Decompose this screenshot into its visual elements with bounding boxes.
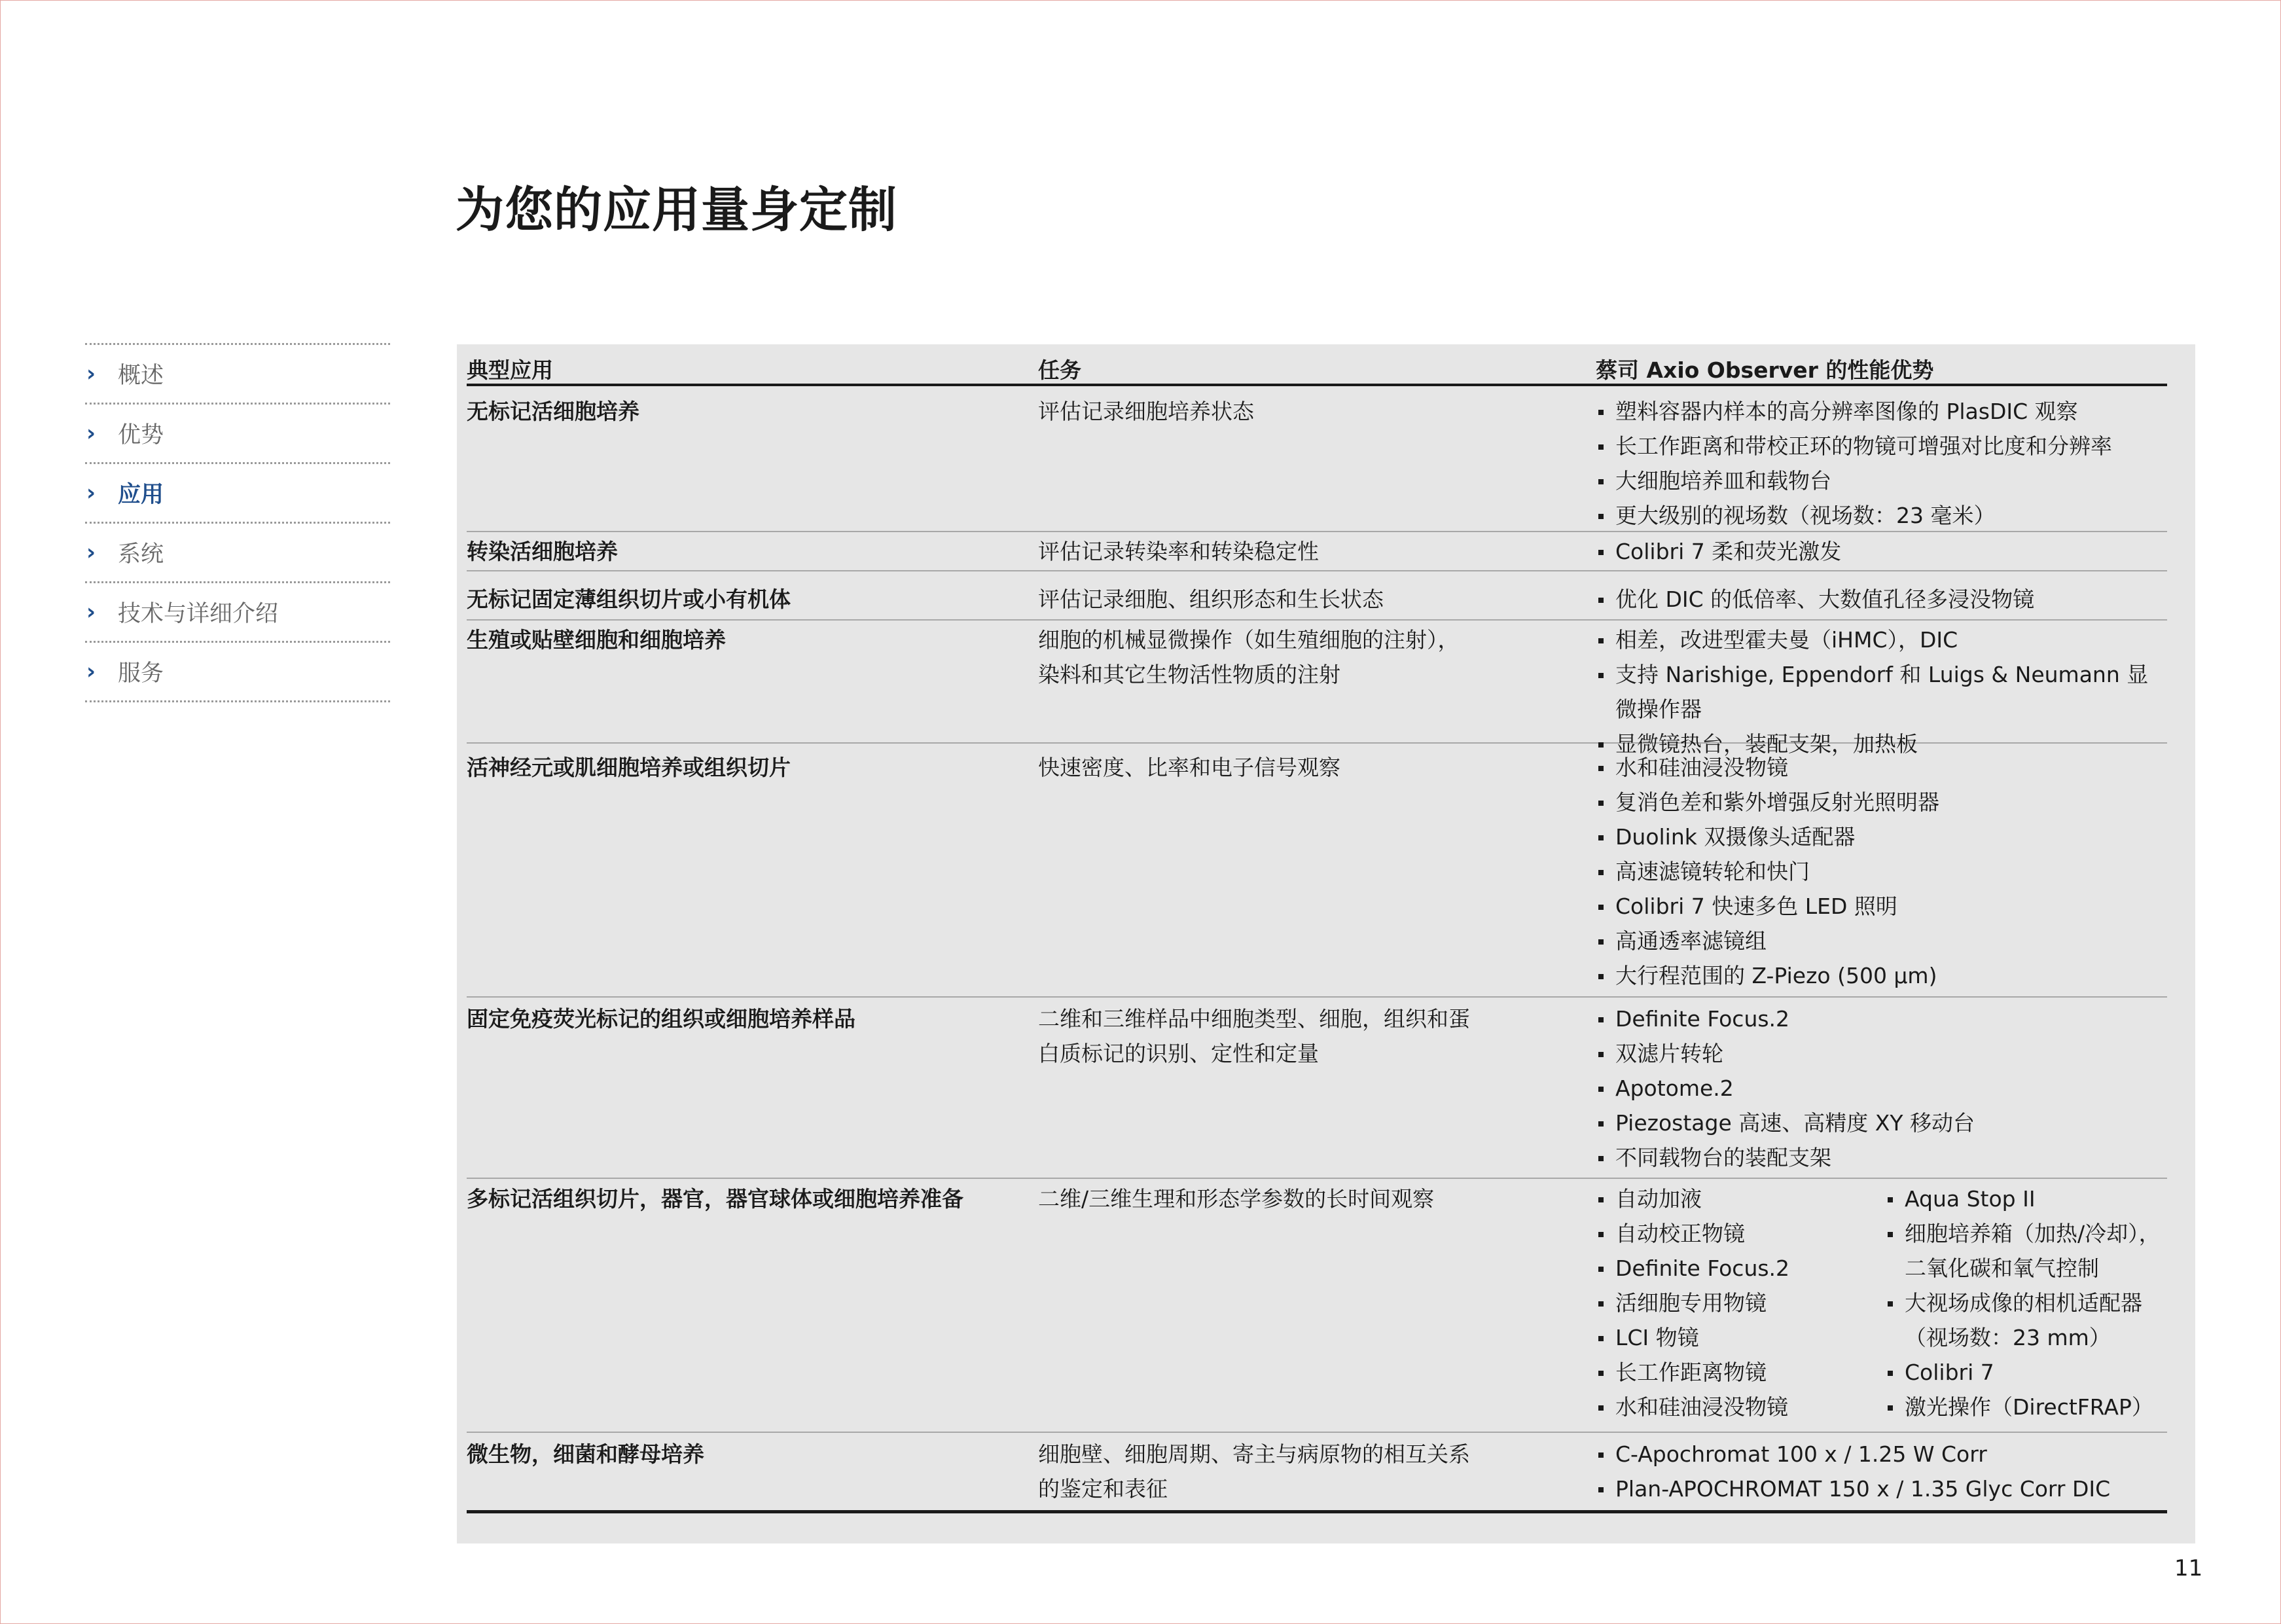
- application-cell: 多标记活组织切片，器官，器官球体或细胞培养准备: [467, 1186, 963, 1212]
- table-row: [467, 532, 2167, 571]
- task-cell: [1038, 534, 1596, 570]
- list-item: 激光操作（DirectFRAP）: [1885, 1390, 2167, 1424]
- list-item: LCI 物镜: [1596, 1320, 1885, 1355]
- chevron-right-icon: ›: [86, 659, 96, 685]
- list-item: Piezostage 高速、高精度 XY 移动台: [1596, 1106, 2167, 1140]
- list-item: 长工作距离物镜: [1596, 1355, 1885, 1390]
- sidebar-item-service[interactable]: [85, 641, 390, 702]
- list-item: Apotome.2: [1596, 1071, 2167, 1106]
- task-line: 评估记录细胞培养状态: [1038, 399, 1254, 424]
- list-item: 不同载物台的装配支架: [1596, 1140, 2167, 1175]
- chevron-right-icon: ›: [86, 361, 96, 387]
- list-item: 水和硅油浸没物镜: [1596, 1390, 1885, 1424]
- chevron-right-icon: ›: [86, 599, 96, 625]
- task-line: 二维/三维生理和形态学参数的长时间观察: [1038, 1186, 1435, 1212]
- task-line: 染料和其它生物活性物质的注射: [1038, 662, 1340, 687]
- application-cell: 活神经元或肌细胞培养或组织切片: [467, 755, 791, 780]
- table-row: [467, 621, 2167, 757]
- task-cell: [1038, 1001, 1596, 1178]
- task-line: 细胞的机械显微操作（如生殖细胞的注射），: [1038, 627, 1460, 653]
- table-row: [467, 386, 2167, 532]
- sidebar-item-label: 服务: [118, 660, 164, 687]
- sidebar-item-label: 优势: [118, 422, 164, 448]
- list-item: 相差，改进型霍夫曼（iHMC），DIC: [1596, 623, 2167, 657]
- sidebar-item-system[interactable]: [85, 522, 390, 581]
- sidebar-item-applications[interactable]: [85, 462, 390, 522]
- list-item: C-Apochromat 100 x / 1.25 W Corr: [1596, 1437, 2167, 1471]
- table-row: [467, 998, 2167, 1179]
- chevron-right-icon: ›: [86, 420, 96, 446]
- page-number: 11: [2174, 1555, 2203, 1581]
- list-item: Colibri 7: [1885, 1355, 2167, 1390]
- list-item: 细胞培养箱（加热/冷却），二氧化碳和氧气控制: [1885, 1216, 2167, 1286]
- list-item: 自动加液: [1596, 1182, 1885, 1216]
- list-item: 复消色差和紫外增强反射光照明器: [1596, 785, 2167, 820]
- list-item: 活细胞专用物镜: [1596, 1286, 1885, 1320]
- list-item: 长工作距离和带校正环的物镜可增强对比度和分辨率: [1596, 429, 2167, 463]
- applications-table-panel: [457, 344, 2195, 1543]
- advantage-list-left: [1596, 1182, 1885, 1424]
- list-item: 塑料容器内样本的高分辨率图像的 PlasDIC 观察: [1596, 394, 2167, 429]
- list-item: 大视场成像的相机适配器（视场数：23 mm）: [1885, 1286, 2167, 1355]
- list-item: 更大级别的视场数（视场数：23 毫米）: [1596, 498, 2167, 533]
- header-advantage: 蔡司 Axio Observer 的性能优势: [1596, 357, 1934, 383]
- advantage-cell: [1596, 534, 2167, 570]
- list-item: Definite Focus.2: [1596, 1001, 2167, 1036]
- chevron-right-icon: ›: [86, 539, 96, 566]
- advantage-cell: [1596, 623, 2167, 757]
- advantage-cell: [1596, 394, 2167, 531]
- application-cell: 无标记固定薄组织切片或小有机体: [467, 586, 791, 612]
- task-cell: [1038, 750, 1596, 996]
- table-row: [467, 571, 2167, 621]
- list-item: Aqua Stop II: [1885, 1182, 2167, 1216]
- task-line: 评估记录转染率和转染稳定性: [1038, 539, 1319, 564]
- application-cell: 微生物，细菌和酵母培养: [467, 1441, 704, 1467]
- advantage-cell: [1596, 582, 2167, 619]
- list-item: Colibri 7 快速多色 LED 照明: [1596, 889, 2167, 924]
- application-cell: 无标记活细胞培养: [467, 399, 639, 424]
- application-cell: 转染活细胞培养: [467, 539, 618, 564]
- sidebar-item-label: 应用: [118, 482, 164, 508]
- list-item: Duolink 双摄像头适配器: [1596, 820, 2167, 854]
- sidebar-item-technology[interactable]: [85, 581, 390, 641]
- list-item: 支持 Narishige, Eppendorf 和 Luigs & Neumann 显微操作器: [1596, 657, 2167, 727]
- list-item: 高通透率滤镜组: [1596, 924, 2167, 958]
- list-item: Colibri 7 柔和荧光激发: [1596, 534, 2167, 569]
- list-item: 双滤片转轮: [1596, 1036, 2167, 1071]
- advantage-cell: [1596, 1182, 2167, 1432]
- list-item: Plan-APOCHROMAT 150 x / 1.35 Glyc Corr DIC: [1596, 1471, 2167, 1506]
- sidebar-nav: [85, 343, 390, 702]
- task-cell: [1038, 582, 1596, 619]
- task-line: 白质标记的识别、定性和定量: [1038, 1041, 1319, 1066]
- list-item: 显微镜热台，装配支架，加热板: [1596, 727, 2167, 761]
- sidebar-item-label: 系统: [118, 541, 164, 568]
- task-cell: [1038, 394, 1596, 531]
- sidebar-item-advantages[interactable]: [85, 403, 390, 462]
- list-item: 优化 DIC 的低倍率、大数值孔径多浸没物镜: [1596, 582, 2167, 617]
- task-line: 快速密度、比率和电子信号观察: [1038, 755, 1340, 780]
- task-cell: [1038, 623, 1596, 742]
- table-row: [467, 744, 2167, 998]
- list-item: 大行程范围的 Z-Piezo (500 µm): [1596, 958, 2167, 993]
- sidebar-item-label: 概述: [118, 363, 164, 389]
- chevron-right-icon: ›: [86, 480, 96, 506]
- advantage-cell: [1596, 1001, 2167, 1178]
- sidebar-item-overview[interactable]: [85, 343, 390, 403]
- sidebar-item-label: 技术与详细介绍: [118, 601, 279, 627]
- task-cell: [1038, 1182, 1596, 1432]
- application-cell: 固定免疫荧光标记的组织或细胞培养样品: [467, 1006, 855, 1032]
- advantage-cell: [1596, 1437, 2167, 1510]
- task-line: 细胞壁、细胞周期、寄主与病原物的相互关系: [1038, 1441, 1470, 1467]
- task-line: 二维和三维样品中细胞类型、细胞，组织和蛋: [1038, 1006, 1470, 1032]
- table-row: [467, 1433, 2167, 1513]
- advantage-list-right: [1885, 1182, 2167, 1424]
- advantage-cell: [1596, 750, 2167, 996]
- application-cell: 生殖或贴壁细胞和细胞培养: [467, 627, 726, 653]
- list-item: Definite Focus.2: [1596, 1251, 1885, 1286]
- table-header: [467, 357, 2167, 386]
- list-item: 自动校正物镜: [1596, 1216, 1885, 1251]
- applications-table: [467, 357, 2167, 1513]
- list-item: 高速滤镜转轮和快门: [1596, 854, 2167, 889]
- table-row: [467, 1179, 2167, 1433]
- list-item: 水和硅油浸没物镜: [1596, 750, 2167, 785]
- header-task: 任务: [1038, 357, 1081, 383]
- task-cell: [1038, 1437, 1596, 1510]
- list-item: 大细胞培养皿和载物台: [1596, 463, 2167, 498]
- page-title: 为您的应用量身定制: [456, 182, 897, 238]
- task-line: 的鉴定和表征: [1038, 1476, 1168, 1502]
- header-application: 典型应用: [467, 357, 553, 383]
- task-line: 评估记录细胞、组织形态和生长状态: [1038, 586, 1384, 612]
